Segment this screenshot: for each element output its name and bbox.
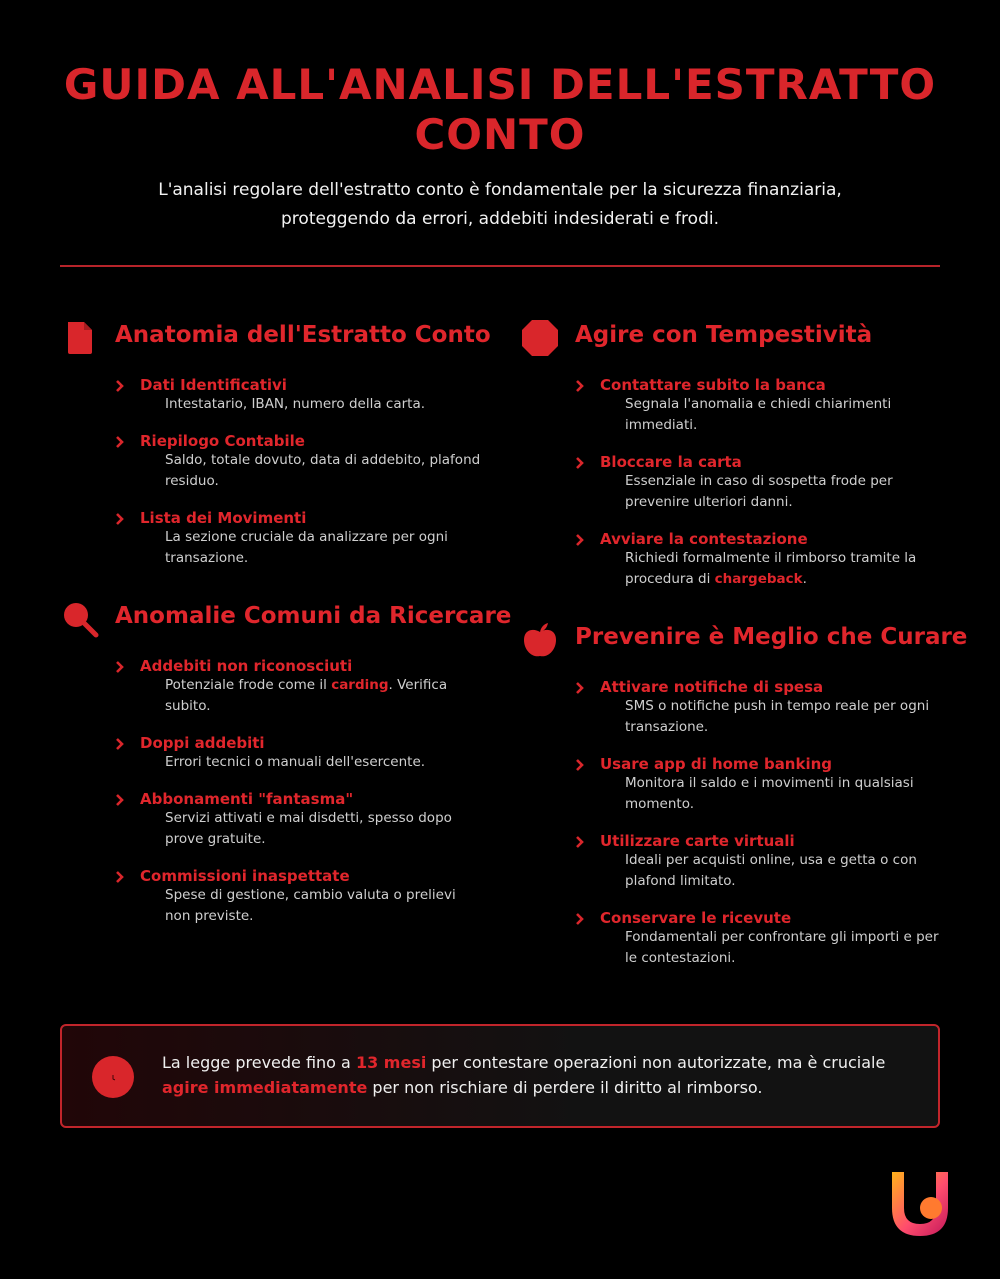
callout-highlight-period: 13 mesi [355, 1053, 427, 1072]
section-agire-header [520, 318, 950, 358]
list-item [575, 376, 945, 436]
item-title: Doppi addebiti [140, 734, 265, 752]
callout-text-part: per non rischiare di perdere il diritto al rimborso. [367, 1078, 763, 1097]
document-icon [60, 318, 100, 358]
item-description-highlight: chargeback [714, 571, 803, 587]
item-title: Bloccare la carta [600, 453, 742, 471]
section-agire-list [575, 376, 945, 607]
section-anatomia-title: Anatomia dell'Estratto Conto [115, 322, 491, 348]
item-title: Dati Identificativi [140, 376, 287, 394]
item-description: Servizi attivati e mai disdetti, spesso dopo prove gratuite. [165, 810, 452, 847]
chevron-right-icon [115, 792, 125, 808]
item-description: Spese di gestione, cambio valuta o prelievi non previste. [165, 887, 456, 924]
item-title: Lista dei Movimenti [140, 509, 307, 527]
list-item [115, 657, 485, 717]
callout-text-part: per contestare operazioni non autorizzate, ma è cruciale [426, 1053, 886, 1072]
item-description: Segnala l'anomalia e chiedi chiarimenti immediati. [625, 396, 892, 433]
item-title: Riepilogo Contabile [140, 432, 305, 450]
item-description: Essenziale in caso di sospetta frode per prevenire ulteriori danni. [625, 473, 893, 510]
chevron-right-icon [575, 455, 585, 471]
list-item [115, 734, 485, 773]
chevron-right-icon [115, 736, 125, 752]
item-title: Commissioni inaspettate [140, 867, 350, 885]
chevron-right-icon [115, 434, 125, 450]
chevron-right-icon [575, 378, 585, 394]
page-title: GUIDA ALL'ANALISI DELL'ESTRATTO CONTO [63, 60, 937, 159]
list-item [115, 376, 485, 415]
list-item [575, 530, 945, 590]
item-description-text: . Verifica subito. [165, 677, 448, 714]
item-title: Contattare subito la banca [600, 376, 826, 394]
chevron-right-icon [575, 757, 585, 773]
item-title: Avviare la contestazione [600, 530, 808, 548]
item-description: Monitora il saldo e i movimenti in qualsiasi momento. [625, 775, 914, 812]
item-description [140, 675, 485, 717]
item-description: Saldo, totale dovuto, data di addebito, plafond residuo. [165, 452, 481, 489]
item-description: Intestatario, IBAN, numero della carta. [165, 396, 426, 412]
item-description [600, 548, 945, 590]
item-description: Errori tecnici o manuali dell'esercente. [165, 754, 426, 770]
section-anomalie-title: Anomalie Comuni da Ricercare [115, 603, 512, 629]
item-description: La sezione cruciale da analizzare per ogni transazione. [165, 529, 448, 566]
item-title: Utilizzare carte virtuali [600, 832, 795, 850]
item-description: SMS o notifiche push in tempo reale per ogni transazione. [625, 698, 930, 735]
chevron-right-icon [115, 378, 125, 394]
chevron-right-icon [115, 659, 125, 675]
header-divider [60, 265, 940, 267]
stop-octagon-icon [520, 318, 560, 358]
callout-text [162, 1050, 902, 1100]
section-anomalie [60, 599, 512, 929]
item-description-text: . [802, 571, 807, 587]
section-agire [520, 318, 950, 588]
list-item [575, 453, 945, 513]
list-item [575, 909, 945, 969]
chevron-right-icon [115, 511, 125, 527]
chevron-right-icon [575, 911, 585, 927]
list-item [575, 832, 945, 892]
callout-text-part: La legge prevede fino a [162, 1053, 356, 1072]
subtitle-line-2: proteggendo da errori, addebiti indesiderati e frodi. [281, 209, 719, 229]
item-description-highlight: carding [331, 677, 389, 693]
item-description: Ideali per acquisti online, usa e getta o con plafond limitato. [625, 852, 917, 889]
list-item [115, 867, 485, 927]
section-anatomia-header [60, 318, 490, 358]
list-item [115, 432, 485, 492]
subtitle-line-1: L'analisi regolare dell'estratto conto è fondamentale per la sicurezza finanziaria, [158, 180, 842, 200]
list-item [575, 678, 945, 738]
section-prevenire [520, 620, 968, 966]
item-title: Usare app di home banking [600, 755, 833, 773]
chevron-right-icon [575, 532, 585, 548]
item-title: Abbonamenti "fantasma" [140, 790, 354, 808]
item-description-text: Richiedi formalmente il rimborso tramite la procedura di [625, 550, 917, 587]
section-anatomia-list [115, 376, 485, 586]
magnifier-icon [60, 599, 100, 639]
item-title: Attivare notifiche di spesa [600, 678, 824, 696]
item-title: Addebiti non riconosciuti [140, 657, 353, 675]
chevron-right-icon [115, 869, 125, 885]
section-anomalie-list [115, 657, 485, 944]
brand-logo-icon [884, 1168, 956, 1240]
section-agire-title: Agire con Tempestività [575, 322, 873, 348]
callout-highlight-action: agire immediatamente [162, 1078, 368, 1097]
item-description: Fondamentali per confrontare gli importi e per le contestazioni. [625, 929, 939, 966]
legal-callout [60, 1024, 940, 1128]
item-description-text: Potenziale frode come il [165, 677, 332, 693]
page-subtitle [110, 176, 890, 234]
chevron-right-icon [575, 680, 585, 696]
list-item [115, 509, 485, 569]
section-prevenire-list [575, 678, 945, 986]
chevron-right-icon [575, 834, 585, 850]
list-item [575, 755, 945, 815]
section-prevenire-header [520, 620, 968, 660]
clock-icon [92, 1056, 134, 1098]
section-prevenire-title: Prevenire è Meglio che Curare [575, 624, 968, 650]
item-title: Conservare le ricevute [600, 909, 792, 927]
apple-icon [520, 620, 560, 660]
list-item [115, 790, 485, 850]
section-anomalie-header [60, 599, 512, 639]
section-anatomia [60, 318, 490, 568]
